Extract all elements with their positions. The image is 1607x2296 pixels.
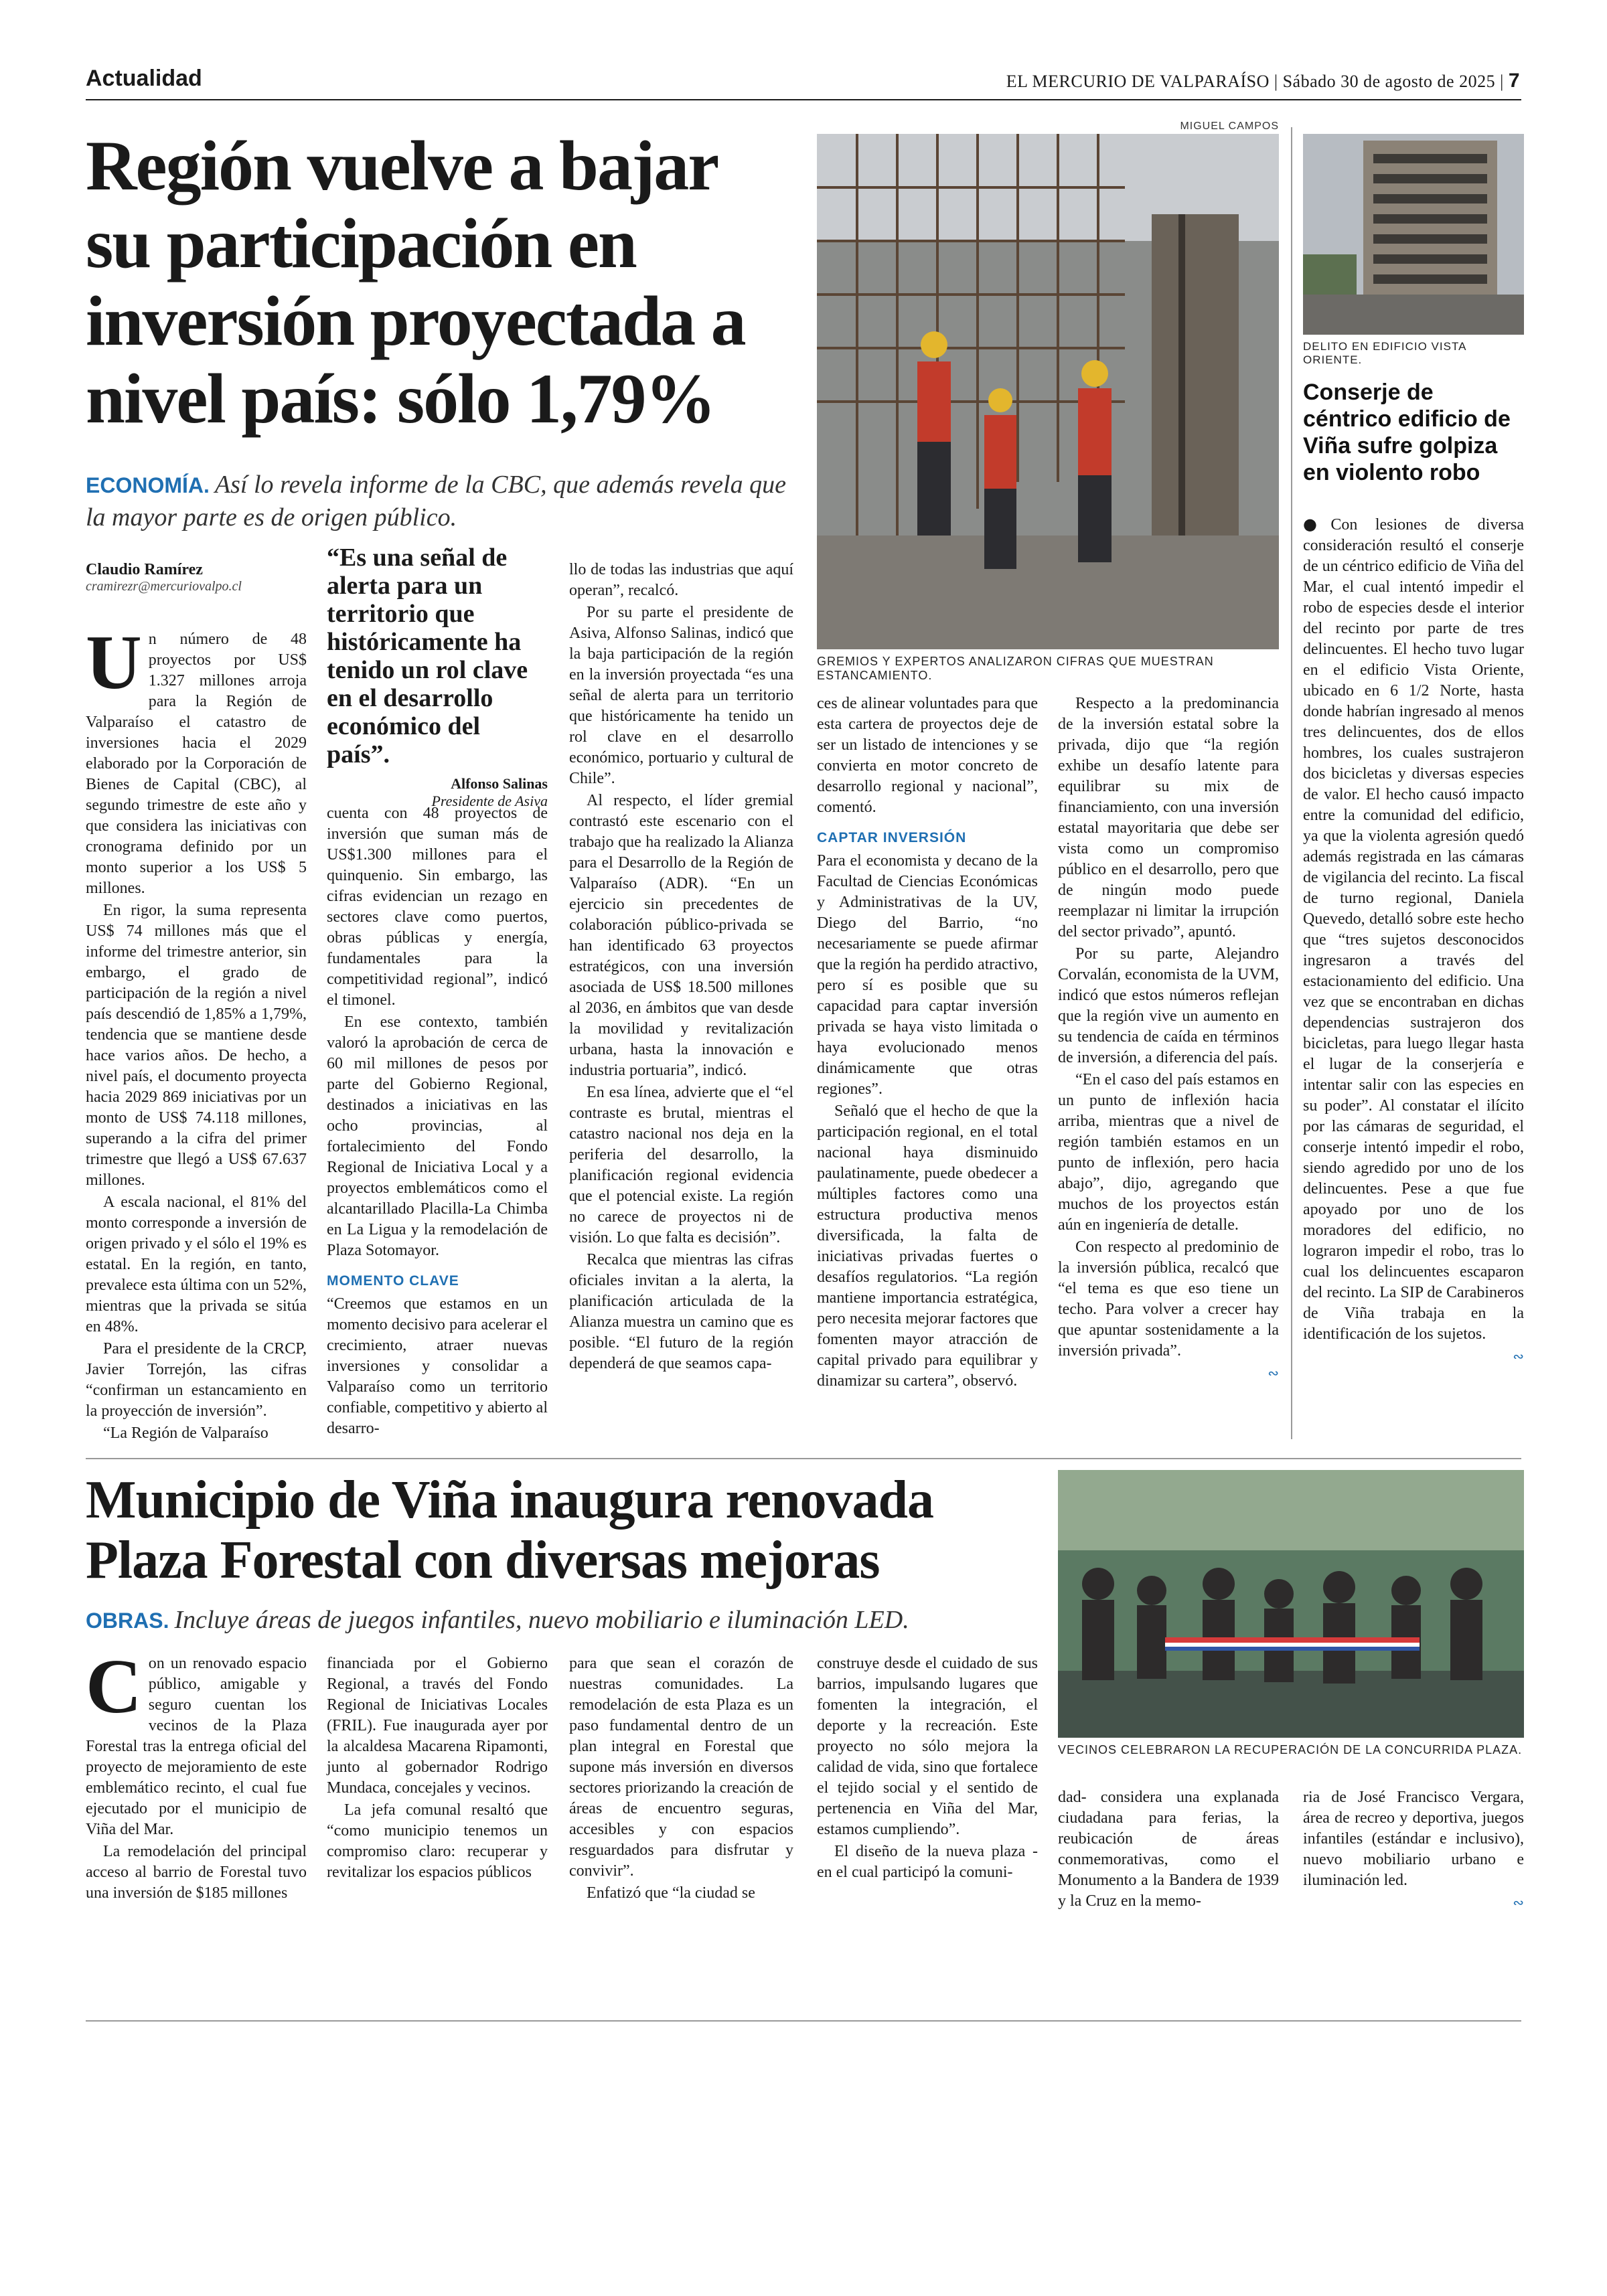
paragraph: on un renovado espacio público, amigable y seguro cuentan los vecinos de la Plaza Forestal tras la entrega oficial del proyecto de mejoramiento de este emblemático recinto, el cual fue ejecutado por el municipio de Viña del Mar. xyxy=(86,1655,307,1838)
paragraph: Al respecto, el líder gremial contrastó este escenario con el trabajo que ha realizado la Alianza para el Desarrollo de la Región de Valparaíso (ADR). “En un ejercicio sin precedentes de colaboración público-privada se han identificado 63 proyectos estratégicos, con una inversión asociada de US$ 18.500 millones al 2036, en ámbitos que van desde la movilidad y revitalización urbana, hasta la innovación e industria portuaria”, indicó. xyxy=(569,792,793,1079)
paragraph: Para el presidente de la CRCP, Javier Torrejón, las cifras “confirman un estancamiento en la proyección de inversión”. xyxy=(86,1340,307,1420)
bottom-rule xyxy=(86,2020,1521,2022)
main-photo-caption: GREMIOS Y EXPERTOS ANALIZARON CIFRAS QUE MUESTRAN ESTANCAMIENTO. xyxy=(817,655,1214,682)
pull-quote-text: “Es una señal de alerta para un territorio que históricamente ha tenido un rol clave en el desarrollo económico del país”. xyxy=(327,544,528,768)
second-column-2 xyxy=(327,1653,548,1884)
second-column-4 xyxy=(817,1653,1038,1884)
byline-email: cramirezr@mercuriovalpo.cl xyxy=(86,579,242,594)
masthead-text: EL MERCURIO DE VALPARAÍSO | Sábado 30 de agosto de 2025 | xyxy=(1006,72,1504,91)
kicker-text: Así lo revela informe de la CBC, que además revela que la mayor parte es de origen público. xyxy=(86,471,786,531)
dropcap: C xyxy=(86,1644,142,1730)
paragraph: Recalca que mientras las cifras oficiales invitan a la alerta, la planificación articulada de la Alianza muestra un camino que es posible. “El futuro de la región dependerá de que seamos capa- xyxy=(569,1251,793,1372)
end-of-story-icon: ∾ xyxy=(1513,1894,1524,1910)
bullet-icon: ● xyxy=(1303,515,1331,534)
kicker-tag: ECONOMÍA. xyxy=(86,473,210,497)
paragraph: para que sean el corazón de nuestras comunidades. La remodelación de esta Plaza es un paso fundamental dentro de un plan integral en Forestal que supone más inversión en diversos sectores priorizando la creación de áreas de encuentro seguras, accesibles y con espacios resguardados para disfrutar y convivir”. xyxy=(569,1655,793,1880)
plaza-photo xyxy=(1058,1470,1524,1738)
pull-quote-role: Presidente de Asiva xyxy=(431,793,548,809)
pull-quote xyxy=(327,544,548,810)
byline xyxy=(86,561,307,594)
second-column-5 xyxy=(1058,1787,1279,1913)
subhead-captar-inversion: CAPTAR INVERSIÓN xyxy=(817,830,967,845)
main-kicker xyxy=(86,469,795,534)
header-rule xyxy=(86,99,1521,100)
paragraph: ria de José Francisco Vergara, área de recreo y deportiva, juegos infantiles (estándar e inclusivo), nuevo mobiliario urbano e iluminación led. xyxy=(1303,1789,1524,1889)
paragraph: “La Región de Valparaíso xyxy=(103,1424,269,1442)
paragraph: En rigor, la suma representa US$ 74 millones más que el informe del trimestre anterior, sin embargo, el grado de participación de la región a nivel país descendió de 1,85% a 1,79%, tendencia que se mantiene desde hace varios años. De hecho, a nivel país, el documento proyecta hacia 2029 869 iniciativas por un monto de US$ 74.118 millones, superando a la cifra del primer trimestre que llegó a US$ 67.637 millones. xyxy=(86,902,307,1189)
dropcap: U xyxy=(86,620,142,706)
paragraph: Enfatizó que “la ciudad se xyxy=(587,1884,755,1902)
plaza-photo-illustration xyxy=(1058,1470,1524,1738)
construction-photo-illustration xyxy=(817,134,1279,649)
paragraph: ces de alinear voluntades para que esta cartera de proyectos deje de ser un listado de intenciones y se convierta en motor concreto de desarrollo regional y nacional”, comentó. xyxy=(817,695,1038,816)
paragraph: En esa línea, advierte que el “el contraste es brutal, mientras el catastro nacional nos deja en la periferia del desarrollo, la planificación regional evidencia que el potencial existe. La región no carece de proyectos ni de visión. Lo que falta es decisión”. xyxy=(569,1084,793,1246)
story-separator xyxy=(86,1458,1521,1459)
side-column xyxy=(1303,514,1524,1367)
section-label: Actualidad xyxy=(86,66,202,91)
main-column-3 xyxy=(569,560,793,1376)
kicker-tag: OBRAS. xyxy=(86,1609,169,1633)
paragraph: Para el economista y decano de la Facultad de Ciencias Económicas y Administrativas de la UV, Diego del Barrio, “no necesariamente se puede afirmar que la región ha perdido atractivo, pero sí es posible que su capacidad para captar inversión privada se haya visto limitada o haya evolucionado menos dinámicamente que otras regiones”. xyxy=(817,852,1038,1098)
paragraph: Señaló que el hecho de que la participación regional, en el total nacional haya disminuido paulatinamente, puede obedecer a múltiples factores como una estructura productiva menos diversificada, la falta de iniciativas privadas fuertes o desafíos regulatorios. “La región mantiene importancia estratégica, pero necesita mejorar factores que fomenten mayor atracción de capital privado para equilibrar y dinamizar su cartera”, observó. xyxy=(817,1102,1038,1390)
masthead xyxy=(1006,70,1520,92)
side-headline: Conserje de céntrico edificio de Viña sufre golpiza en violento robo xyxy=(1303,380,1511,485)
second-photo-caption: VECINOS CELEBRARON LA RECUPERACIÓN DE LA CONCURRIDA PLAZA. xyxy=(1058,1743,1523,1756)
end-of-story-icon: ∾ xyxy=(1513,1348,1524,1364)
paragraph: Con respecto al predominio de la inversión pública, recalcó que “el tema es que eso tiene un techo. Para volver a crecer hay que apuntar sostenidamente a la inversión privada”. xyxy=(1058,1238,1279,1360)
byline-author: Claudio Ramírez xyxy=(86,561,203,578)
second-headline: Municipio de Viña inaugura renovada Plaza Forestal con diversas mejoras xyxy=(86,1471,934,1590)
paragraph: Por su parte el presidente de Asiva, Alfonso Salinas, indicó que la baja participación de la región en la inversión proyectada “es una señal de alerta para un territorio que históricamente ha tenido un rol clave en el desarrollo económico, portuario y cultural de Chile”. xyxy=(569,604,793,787)
main-column-5 xyxy=(1058,693,1279,1384)
subhead-momento-clave: MOMENTO CLAVE xyxy=(327,1273,459,1289)
paragraph: La remodelación del principal acceso al barrio de Forestal tuvo una inversión de $185 millones xyxy=(86,1843,307,1902)
construction-photo xyxy=(817,134,1279,649)
paragraph: llo de todas las industrias que aquí operan”, recalcó. xyxy=(569,561,793,599)
paragraph: dad- considera una explanada ciudadana para ferias, la reubicación de áreas conmemorativas, como el Monumento a la Bandera de 1939 y la Cruz en la memo- xyxy=(1058,1789,1279,1910)
main-headline: Región vuelve a bajar su participación en inversión proyectada a nivel país: sólo 1,79% xyxy=(86,127,745,438)
paragraph: construye desde el cuidado de sus barrios, impulsando lugares que fomenten la integración, el deporte y la recreación. Este proyecto no sólo mejora la calidad de vida, sino que fortalece el tejido social y el sentido de pertenencia en Viña del Mar, estamos cumpliendo”. xyxy=(817,1655,1038,1838)
photo-credit: MIGUEL CAMPOS xyxy=(1180,120,1279,132)
paragraph: A escala nacional, el 81% del monto corresponde a inversión de origen privado y el sólo el 19% es estatal. En la región, en tanto, prevalece esta última con un 52%, mientras que la privada se sitúa en 48%. xyxy=(86,1194,307,1335)
second-column-6 xyxy=(1303,1787,1524,1913)
side-photo-caption: DELITO EN EDIFICIO VISTA ORIENTE. xyxy=(1303,340,1466,366)
paragraph: Por su parte, Alejandro Corvalán, economista de la UVM, indicó que estos números reflejan que la región vive un aumento en su tendencia de caída en términos de inversión, a diferencia del país. xyxy=(1058,945,1279,1066)
paragraph: La jefa comunal resaltó que “como municipio tenemos un compromiso claro: recuperar y revitalizar los espacios públicos xyxy=(327,1801,548,1881)
second-column-1 xyxy=(86,1644,307,1905)
paragraph: “Creemos que estamos en un momento decisivo para acelerar el crecimiento, atraer nuevas inversiones y consolidar a Valparaíso como un territorio confiable, competitivo y abierto al desarro- xyxy=(327,1295,548,1437)
paragraph: Con lesiones de diversa consideración resultó el conserje de un céntrico edificio de Viña del Mar, el cual intentó impedir el robo de especies desde el interior del recinto por parte de tres delincuentes. El hecho tuvo lugar en el edificio Vista Oriente, ubicado en 6 1/2 Norte, hasta donde habrían ingresado al menos tres delincuentes, dos de ellos hombres, los cuales sustrajeron dos bicicletas y diversas especies de valor. El hecho causó impacto entre la comunidad del edificio, ya que la violenta agresión quedó además registrada en las cámaras de vigilancia del recinto. La fiscal de turno regional, Daniela Quevedo, detalló sobre este hecho que “tres sujetos desconocidos ingresaron a través del estacionamiento del edificio. Una vez que se encontraban en dichas dependencias sustrajeron dos bicicletas, para luego llegar hasta el lugar de la conserjería e intentar salir con las especies en su poder”. Al constatar el ilícito por las cámaras de seguridad, el conserje intentó impedir el robo, siendo agredido por uno de los delincuentes. Pese a que fue apoyado por uno de los moradores del edificio, no lograron impedir el robo, tras lo cual los delincuentes escaparon del recinto. La SIP de Carabineros de Viña trabaja en la identificación de los sujetos. xyxy=(1303,516,1524,1343)
building-photo-illustration xyxy=(1303,134,1524,335)
paragraph: “En el caso del país estamos en un punto de inflexión hacia arriba, mientras que a nivel de región también estamos en un punto de inflexión, pero hacia abajo”, dijo, agregando que muchos de los proyectos están aún en ingeniería de detalle. xyxy=(1058,1071,1279,1234)
kicker-text: Incluye áreas de juegos infantiles, nuevo mobiliario e iluminación LED. xyxy=(174,1606,909,1634)
second-column-3 xyxy=(569,1653,793,1905)
paragraph: cuenta con 48 proyectos de inversión que suman más de US$1.300 millones para el quinquenio. Sin embargo, las cifras evidencian un rezago en sectores clave como puertos, obras públicas y energía, fundamentales para la competitividad regional”, indicó el timonel. xyxy=(327,805,548,1009)
main-column-1 xyxy=(86,620,307,1445)
building-photo xyxy=(1303,134,1524,335)
end-of-story-icon: ∾ xyxy=(1268,1365,1279,1381)
paragraph: El diseño de la nueva plaza - en el cual participó la comuni- xyxy=(817,1843,1038,1881)
column-separator xyxy=(1291,127,1292,1439)
main-column-4 xyxy=(817,693,1038,1393)
paragraph: n número de 48 proyectos por US$ 1.327 millones arroja para la Región de Valparaíso el catastro de inversiones hacia el 2029 elaborado por la Corporación de Bienes de Capital (CBC), al segundo trimestre de este año y que considera las iniciativas con cronograma definido por un monto superior a los US$ 5 millones. xyxy=(86,631,307,897)
paragraph: financiada por el Gobierno Regional, a través del Fondo Regional de Iniciativas Locales (FRIL). Fue inaugurada ayer por la alcaldesa Macarena Ripamonti, junto al gobernador Rodrigo Mundaca, concejales y vecinos. xyxy=(327,1655,548,1797)
pull-quote-author: Alfonso Salinas xyxy=(451,775,548,792)
page-number: 7 xyxy=(1508,70,1520,92)
paragraph: En ese contexto, también valoró la aprobación de cerca de 60 mil millones de pesos por parte del Gobierno Regional, destinados a iniciativas en las ocho provincias, al fortalecimiento del Fondo Regional de Iniciativa Local y a proyectos emblemáticos como el alcantarillado Placilla-La Chimba en La Ligua y la remodelación de Plaza Sotomayor. xyxy=(327,1013,548,1259)
paragraph: Respecto a la predominancia de la inversión estatal sobre la privada, dijo que “la región exhibe un desafío latente para equilibrar su mix de financiamiento, con una inversión estatal mayoritaria que debe ser vista como un compromiso público en el desarrollo, pero que de ningún modo puede reemplazar ni limitar la irrupción del sector privado”, apuntó. xyxy=(1058,695,1279,940)
second-kicker xyxy=(86,1604,1050,1637)
main-column-2 xyxy=(327,803,548,1441)
